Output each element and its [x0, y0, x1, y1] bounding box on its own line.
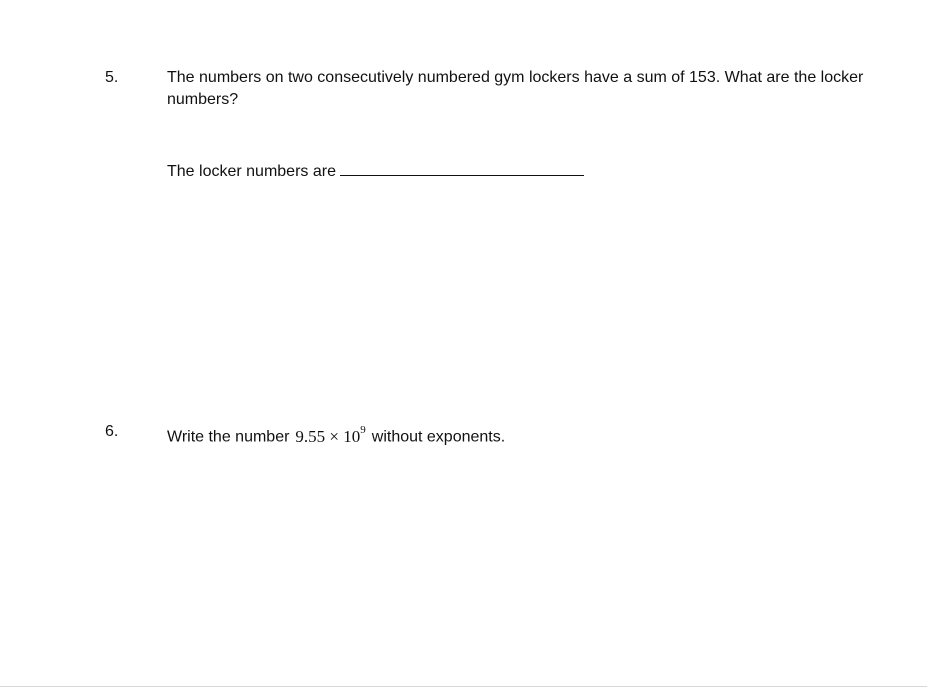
- question-text-after: without exponents.: [371, 428, 506, 446]
- answer-prompt: The locker numbers are: [167, 163, 336, 180]
- question-number: 6.: [105, 423, 119, 440]
- math-mantissa: 9.55 × 10: [295, 426, 361, 446]
- scientific-notation-expression: [295, 424, 366, 446]
- answer-blank[interactable]: [340, 161, 584, 176]
- page-bottom-divider: [0, 686, 927, 687]
- question-text: The numbers on two consecutively numbered gym lockers have a sum of 153. What are the locker numbers?: [167, 69, 864, 108]
- question-text: [167, 421, 907, 449]
- answer-line-5: [167, 161, 584, 183]
- math-exponent: 9: [360, 424, 366, 436]
- question-text-before: Write the number: [167, 428, 290, 446]
- question-number: 5.: [105, 69, 119, 86]
